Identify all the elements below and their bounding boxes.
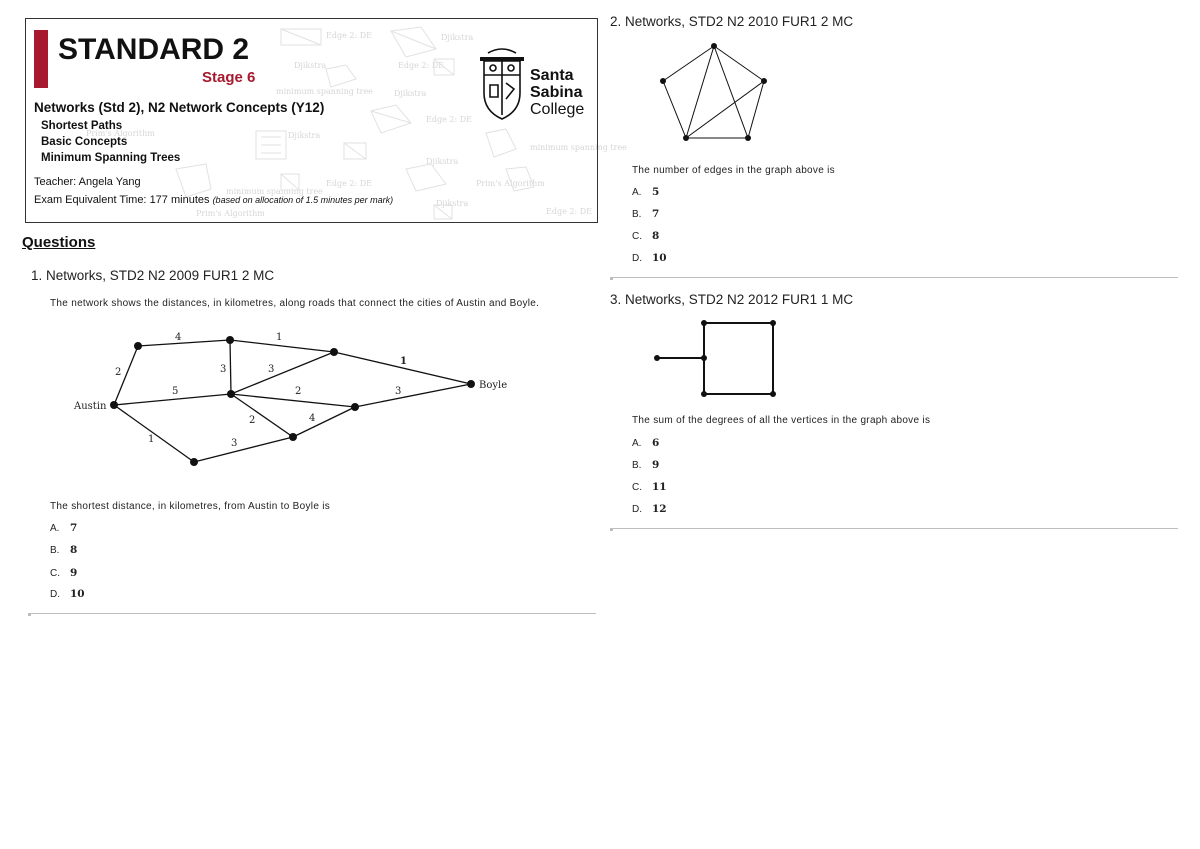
bg-word: minimum spanning tree — [530, 143, 627, 152]
bg-word: Djikstra — [426, 157, 459, 166]
vertex-label: Austin — [74, 401, 107, 412]
pentagon-graph — [650, 40, 780, 145]
graph-vertex — [654, 355, 660, 361]
austin-boyle-network — [60, 325, 530, 475]
bg-word: Djikstra — [441, 33, 474, 42]
header-banner — [25, 18, 627, 223]
square-graph — [648, 316, 783, 401]
answer-option[interactable] — [632, 437, 659, 449]
edge-weight: 1 — [400, 356, 407, 367]
bg-word: Prim's Algorithm — [196, 209, 265, 218]
option-letter: A. — [632, 187, 642, 198]
bg-word: Prim's Algorithm — [86, 129, 155, 138]
graph-vertex — [190, 458, 198, 466]
bg-word: Edge 2: DE — [546, 207, 592, 216]
answer-option[interactable] — [50, 567, 77, 579]
answer-option[interactable] — [632, 230, 659, 242]
bg-word: Edge 2: DE — [398, 61, 444, 70]
graph-vertex — [351, 403, 359, 411]
document-title: STANDARD 2 — [58, 33, 250, 66]
answer-option[interactable] — [632, 503, 667, 515]
question-title-text: Networks, STD2 N2 2009 FUR1 2 MC — [46, 268, 275, 283]
option-value: 8 — [652, 230, 660, 242]
answer-option[interactable] — [632, 481, 667, 493]
option-value: 8 — [70, 544, 78, 556]
edge-weight: 3 — [220, 364, 227, 375]
exam-time-label: Exam Equivalent Time: — [34, 194, 147, 206]
vertex-label: Boyle — [479, 380, 508, 391]
option-value: 12 — [652, 503, 667, 515]
bg-word: Edge 2: DE — [326, 31, 372, 40]
edge-weight: 3 — [231, 438, 238, 449]
graph-vertex — [683, 135, 689, 141]
bg-word: minimum spanning tree — [276, 87, 373, 96]
graph-vertex — [134, 342, 142, 350]
question-prompt: The shortest distance, in kilometres, from Austin to Boyle is — [50, 501, 331, 512]
stage-label: Stage 6 — [202, 69, 256, 86]
bg-word: Edge 2: DE — [326, 179, 372, 188]
option-letter: B. — [632, 460, 642, 471]
option-letter: A. — [50, 523, 60, 534]
graph-vertex — [227, 390, 235, 398]
accent-bar — [34, 30, 48, 88]
question-title — [610, 14, 853, 29]
option-value: 6 — [652, 437, 660, 449]
edge-weight: 4 — [175, 332, 182, 343]
college-name — [530, 67, 584, 118]
question-divider — [610, 528, 1178, 529]
bg-word: Djikstra — [436, 199, 469, 208]
teacher-line — [34, 176, 141, 188]
bg-word: minimum spanning tree — [226, 187, 323, 196]
option-letter: C. — [632, 482, 642, 493]
bg-word: Djikstra — [294, 61, 327, 70]
teacher-label: Teacher: — [34, 176, 77, 188]
answer-option[interactable] — [50, 588, 85, 600]
option-value: 7 — [70, 522, 78, 534]
option-letter: C. — [50, 568, 60, 579]
exam-time-value: 177 minutes — [149, 194, 210, 206]
option-letter: D. — [50, 589, 60, 600]
questions-heading: Questions — [22, 234, 96, 251]
answer-option[interactable] — [632, 252, 667, 264]
subtopic-item: Minimum Spanning Trees — [41, 152, 181, 164]
college-name-line: College — [530, 101, 585, 118]
subtopic-item: Shortest Paths — [41, 120, 123, 132]
option-value: 10 — [70, 588, 85, 600]
edge-weight: 4 — [309, 413, 316, 424]
option-value: 10 — [652, 252, 667, 264]
question-title — [610, 292, 853, 307]
question-prompt: The sum of the degrees of all the vertices in the graph above is — [632, 415, 931, 426]
question-title-text: Networks, STD2 N2 2012 FUR1 1 MC — [625, 292, 854, 307]
answer-option[interactable] — [50, 544, 77, 556]
exam-time-line — [34, 194, 393, 206]
graph-vertex — [711, 43, 717, 49]
option-value: 5 — [652, 186, 660, 198]
graph-vertex — [761, 78, 767, 84]
bg-word: Prim's Algorithm — [476, 179, 545, 188]
question-number: 1. — [31, 268, 43, 283]
question-title-text: Networks, STD2 N2 2010 FUR1 2 MC — [625, 14, 854, 29]
graph-vertex — [770, 320, 776, 326]
bg-word: Djikstra — [394, 89, 427, 98]
answer-option[interactable] — [632, 459, 659, 471]
topic-heading: Networks (Std 2), N2 Network Concepts (Y12) — [34, 100, 325, 115]
graph-vertex — [289, 433, 297, 441]
graph-vertex — [770, 391, 776, 397]
question-divider — [610, 277, 1178, 278]
edge-weight: 1 — [276, 332, 283, 343]
option-value: 9 — [70, 567, 78, 579]
edge-weight: 1 — [148, 434, 155, 445]
question-divider — [28, 613, 596, 614]
option-letter: A. — [632, 438, 642, 449]
option-letter: B. — [632, 209, 642, 220]
graph-vertex — [701, 355, 707, 361]
option-value: 9 — [652, 459, 660, 471]
question-number: 2. — [610, 14, 622, 29]
graph-vertex — [745, 135, 751, 141]
graph-vertex — [660, 78, 666, 84]
subtopic-item: Basic Concepts — [41, 136, 128, 148]
answer-option[interactable] — [632, 186, 659, 198]
edge-weight: 3 — [268, 364, 275, 375]
question-title — [31, 268, 274, 283]
question-text: The network shows the distances, in kilometres, along roads that connect the cities of Austin and Boyle. — [50, 298, 540, 309]
option-letter: C. — [632, 231, 642, 242]
graph-vertex — [701, 320, 707, 326]
graph-vertex — [701, 391, 707, 397]
graph-vertex — [467, 380, 475, 388]
college-crest-icon — [474, 45, 530, 125]
edge-weight: 3 — [395, 386, 402, 397]
edge-weight: 2 — [249, 415, 256, 426]
answer-option[interactable] — [50, 522, 77, 534]
bg-word: Edge 2: DE — [426, 115, 472, 124]
option-letter: D. — [632, 253, 642, 264]
college-name-line: Santa — [530, 67, 574, 84]
graph-vertex — [110, 401, 118, 409]
graph-vertex — [226, 336, 234, 344]
option-value: 11 — [652, 481, 667, 493]
teacher-name: Angela Yang — [78, 176, 141, 188]
bg-word: Djikstra — [288, 131, 321, 140]
graph-vertex — [330, 348, 338, 356]
exam-time-note: (based on allocation of 1.5 minutes per mark) — [212, 195, 394, 205]
question-number: 3. — [610, 292, 622, 307]
college-name-line: Sabina — [530, 84, 583, 101]
edge-weight: 2 — [115, 367, 122, 378]
edge-weight: 5 — [172, 386, 179, 397]
option-letter: D. — [632, 504, 642, 515]
edge-weight: 2 — [295, 386, 302, 397]
answer-option[interactable] — [632, 208, 659, 220]
option-letter: B. — [50, 545, 60, 556]
question-prompt: The number of edges in the graph above is — [632, 165, 835, 176]
option-value: 7 — [652, 208, 660, 220]
